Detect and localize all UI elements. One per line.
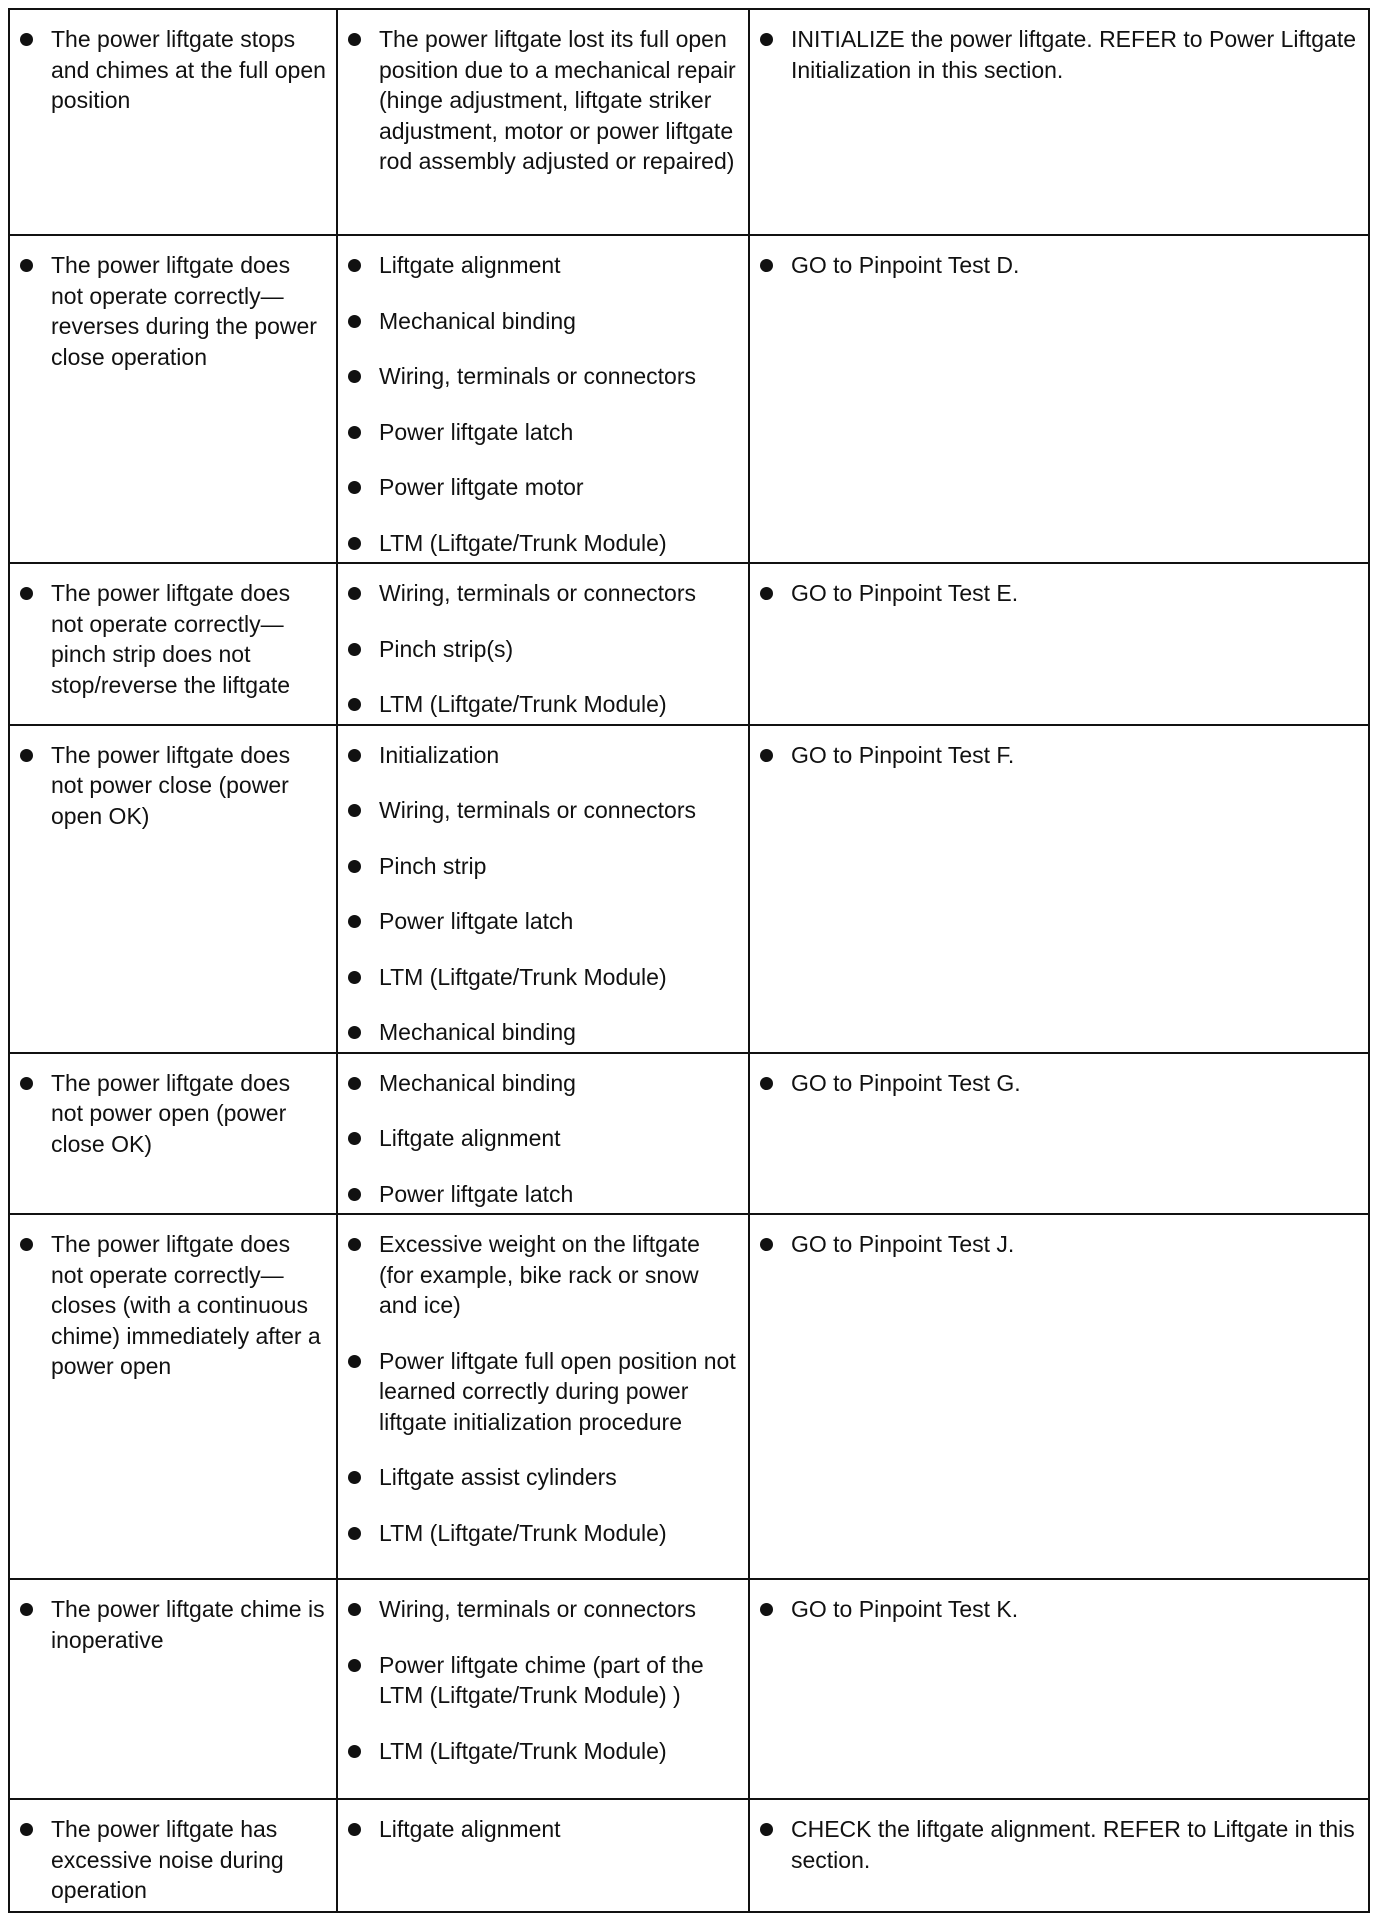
possible-source-item: Mechanical binding bbox=[346, 306, 740, 337]
possible-source-item: Power liftgate chime (part of the LTM (Liftgate/Trunk Module) ) bbox=[346, 1650, 740, 1711]
action-cell bbox=[749, 235, 1369, 563]
possible-sources-list bbox=[346, 24, 740, 177]
symptom-list bbox=[18, 250, 328, 372]
symptom-text: The power liftgate stops and chimes at the full open position bbox=[18, 24, 328, 116]
action-text: GO to Pinpoint Test D. bbox=[758, 250, 1360, 281]
symptom-chart-table bbox=[8, 8, 1370, 1913]
action-list bbox=[758, 24, 1360, 85]
possible-source-item: Wiring, terminals or connectors bbox=[346, 1594, 740, 1625]
table-row bbox=[9, 9, 1369, 235]
possible-source-item: Pinch strip(s) bbox=[346, 634, 740, 665]
possible-source-item: Mechanical binding bbox=[346, 1017, 740, 1048]
action-cell bbox=[749, 9, 1369, 235]
symptom-text: The power liftgate does not operate correctly—reverses during the power close operation bbox=[18, 250, 328, 372]
possible-source-item: Liftgate alignment bbox=[346, 1123, 740, 1154]
possible-sources-cell bbox=[337, 1579, 749, 1799]
action-text: GO to Pinpoint Test K. bbox=[758, 1594, 1360, 1625]
symptom-list bbox=[18, 740, 328, 832]
symptom-text: The power liftgate chime is inoperative bbox=[18, 1594, 328, 1655]
symptom-cell bbox=[9, 235, 337, 563]
action-cell bbox=[749, 1053, 1369, 1215]
action-text: CHECK the liftgate alignment. REFER to Liftgate in this section. bbox=[758, 1814, 1360, 1875]
symptom-text: The power liftgate has excessive noise during operation bbox=[18, 1814, 328, 1906]
possible-source-item: LTM (Liftgate/Trunk Module) bbox=[346, 528, 740, 559]
possible-sources-cell bbox=[337, 725, 749, 1053]
possible-sources-list bbox=[346, 1068, 740, 1210]
possible-source-item: Initialization bbox=[346, 740, 740, 771]
possible-sources-list bbox=[346, 1814, 740, 1845]
symptom-cell bbox=[9, 725, 337, 1053]
table-row bbox=[9, 1579, 1369, 1799]
action-text: GO to Pinpoint Test J. bbox=[758, 1229, 1360, 1260]
possible-sources-list bbox=[346, 1594, 740, 1766]
possible-source-item: LTM (Liftgate/Trunk Module) bbox=[346, 1518, 740, 1549]
action-text: INITIALIZE the power liftgate. REFER to Power Liftgate Initialization in this section. bbox=[758, 24, 1360, 85]
table-row bbox=[9, 235, 1369, 563]
possible-source-item: Power liftgate full open position not learned correctly during power liftgate initialization procedure bbox=[346, 1346, 740, 1438]
action-list bbox=[758, 1814, 1360, 1875]
possible-source-item: Power liftgate latch bbox=[346, 417, 740, 448]
action-text: GO to Pinpoint Test G. bbox=[758, 1068, 1360, 1099]
symptom-text: The power liftgate does not operate correctly—closes (with a continuous chime) immediately after a power open bbox=[18, 1229, 328, 1382]
possible-source-item: Wiring, terminals or connectors bbox=[346, 795, 740, 826]
action-cell bbox=[749, 1214, 1369, 1579]
symptom-list bbox=[18, 24, 328, 116]
table-row bbox=[9, 563, 1369, 725]
possible-source-item: Liftgate alignment bbox=[346, 250, 740, 281]
possible-source-item: Power liftgate latch bbox=[346, 906, 740, 937]
symptom-rows bbox=[9, 9, 1369, 1912]
possible-source-item: The power liftgate lost its full open position due to a mechanical repair (hinge adjustment, liftgate striker adjustment, motor or power liftgate rod assembly adjusted or repaired) bbox=[346, 24, 740, 177]
possible-source-item: LTM (Liftgate/Trunk Module) bbox=[346, 1736, 740, 1767]
action-cell bbox=[749, 563, 1369, 725]
possible-sources-cell bbox=[337, 235, 749, 563]
possible-source-item: LTM (Liftgate/Trunk Module) bbox=[346, 962, 740, 993]
possible-sources-list bbox=[346, 578, 740, 720]
possible-source-item: Pinch strip bbox=[346, 851, 740, 882]
symptom-list bbox=[18, 1594, 328, 1655]
action-text: GO to Pinpoint Test F. bbox=[758, 740, 1360, 771]
symptom-text: The power liftgate does not operate correctly—pinch strip does not stop/reverse the liftgate bbox=[18, 578, 328, 700]
action-cell bbox=[749, 1799, 1369, 1912]
table-row bbox=[9, 1053, 1369, 1215]
symptom-cell bbox=[9, 1579, 337, 1799]
action-list bbox=[758, 740, 1360, 771]
symptom-list bbox=[18, 578, 328, 700]
possible-sources-list bbox=[346, 740, 740, 1048]
action-text: GO to Pinpoint Test E. bbox=[758, 578, 1360, 609]
possible-source-item: Mechanical binding bbox=[346, 1068, 740, 1099]
symptom-list bbox=[18, 1068, 328, 1160]
symptom-text: The power liftgate does not power close (power open OK) bbox=[18, 740, 328, 832]
action-cell bbox=[749, 1579, 1369, 1799]
possible-source-item: Wiring, terminals or connectors bbox=[346, 578, 740, 609]
symptom-list bbox=[18, 1229, 328, 1382]
action-list bbox=[758, 1594, 1360, 1625]
possible-source-item: Liftgate assist cylinders bbox=[346, 1462, 740, 1493]
symptom-text: The power liftgate does not power open (power close OK) bbox=[18, 1068, 328, 1160]
possible-source-item: Power liftgate latch bbox=[346, 1179, 740, 1210]
possible-source-item: Liftgate alignment bbox=[346, 1814, 740, 1845]
action-list bbox=[758, 578, 1360, 609]
symptom-cell bbox=[9, 1053, 337, 1215]
possible-source-item: LTM (Liftgate/Trunk Module) bbox=[346, 689, 740, 720]
table-row bbox=[9, 1799, 1369, 1912]
possible-sources-cell bbox=[337, 1214, 749, 1579]
possible-source-item: Wiring, terminals or connectors bbox=[346, 361, 740, 392]
table-row bbox=[9, 1214, 1369, 1579]
symptom-cell bbox=[9, 563, 337, 725]
action-cell bbox=[749, 725, 1369, 1053]
symptom-cell bbox=[9, 1214, 337, 1579]
possible-sources-list bbox=[346, 250, 740, 558]
possible-source-item: Excessive weight on the liftgate (for example, bike rack or snow and ice) bbox=[346, 1229, 740, 1321]
possible-sources-list bbox=[346, 1229, 740, 1548]
action-list bbox=[758, 1229, 1360, 1260]
action-list bbox=[758, 1068, 1360, 1099]
action-list bbox=[758, 250, 1360, 281]
possible-source-item: Power liftgate motor bbox=[346, 472, 740, 503]
possible-sources-cell bbox=[337, 9, 749, 235]
possible-sources-cell bbox=[337, 1799, 749, 1912]
possible-sources-cell bbox=[337, 563, 749, 725]
symptom-cell bbox=[9, 1799, 337, 1912]
symptom-cell bbox=[9, 9, 337, 235]
possible-sources-cell bbox=[337, 1053, 749, 1215]
table-row bbox=[9, 725, 1369, 1053]
